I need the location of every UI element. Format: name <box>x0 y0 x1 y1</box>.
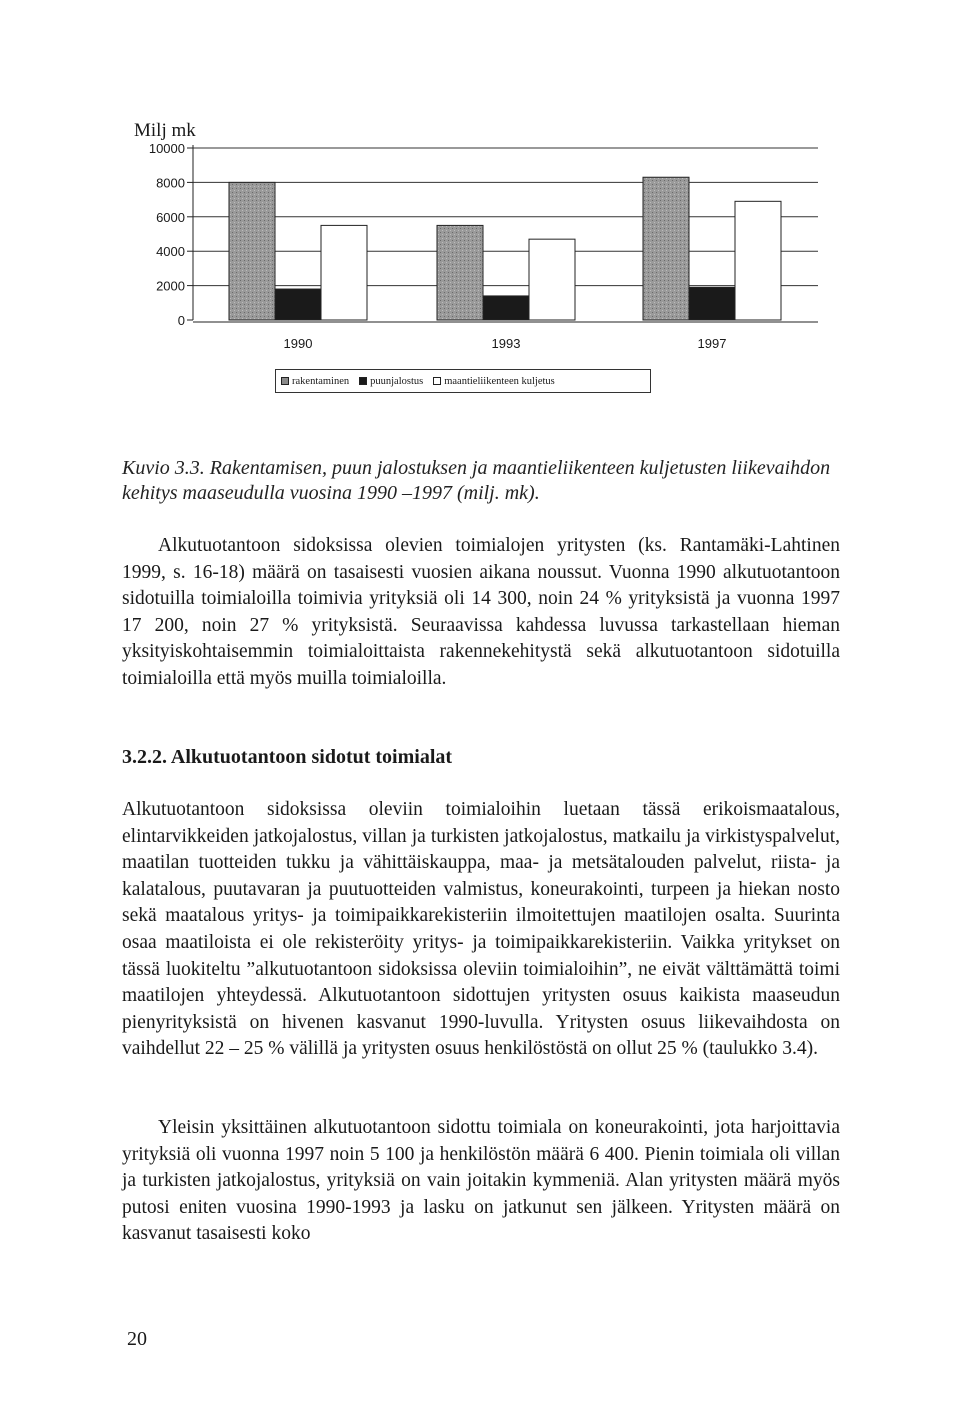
legend-item-kuljetus <box>433 376 555 387</box>
legend-label: maantieliikenteen kuljetus <box>444 375 555 387</box>
bar-maantieliikenteen-1997 <box>735 201 781 320</box>
bar-rakentaminen-1993 <box>437 225 483 320</box>
x-tick-label: 1990 <box>283 336 313 351</box>
paragraph-2: Alkutuotantoon sidoksissa oleviin toimialoihin luetaan tässä erikoismaatalous, elintarvikkeiden jatkojalostus, villan ja turkisten jatkojalostus, matkailu ja virkistyspalvelut, maatilan tuotteiden tukku ja vähittäiskauppa, maa- ja metsätalouden palvelut, riista- ja kalatalous, puutavaran ja puutuotteiden valmistus, koneurakointi, turpeen ja hiekan nosto sekä maatalous yritys- ja toimipaikkarekisteriin ilmoitettujen maatilojen osalta. Suurinta osaa maatiloista ei ole rekisteröity yritys- ja toimipaikkarekisteriin. Vaikka yritykset on tässä luokiteltu ”alkutuotantoon sidoksissa oleviin toimialoihin”, ne eivät välttämättä toimi maatilojen yhteydessä. Alkutuotantoon sidottujen yritysten osuus kaikista maaseudun pienyrityksistä on hivenen kasvanut 1990-luvulla. Yritysten osuus liikevaihdosta on vaihdellut 22 – 25 % välillä ja yritysten osuus henkilöstöstä on ollut 25 % (taulukko 3.4). <box>122 799 840 1060</box>
bar-rakentaminen-1997 <box>643 177 689 320</box>
y-tick-label: 0 <box>177 313 185 328</box>
x-tick-label: 1997 <box>697 336 727 351</box>
paragraph-1: Alkutuotantoon sidoksissa olevien toimialojen yritysten (ks. Rantamäki-Lahtinen 1999, s. 16-18) määrä on tasaisesti vuosien aikana noussut. Vuonna 1990 alkutuotantoon sidotuilla toimialoilla toimivia yrityksiä oli 14 300, noin 24 % yrityksistä ja vuonna 1997 17 200, noin 27 % yrityksistä. Seuraavissa kahdessa luvussa tarkastellaan hieman yksityiskohtaisemmin toimialoittaista rakennekehitystä sekä alkutuotantoon sidotuilla toimialoilla että myös muilla toimialoilla. <box>122 535 840 689</box>
page-number: 20 <box>127 1328 147 1350</box>
paragraph-3: Yleisin yksittäinen alkutuotantoon sidottu toimiala on koneurakointi, jota harjoittavia yrityksiä oli vuonna 1997 noin 5 100 ja henkilöstön määrä 6 400. Pienin toimiala oli villan ja turkisten jatkojalostus, yrityksiä on vain joitakin kymmeniä. Alan yritysten määrä myös putosi eniten vuosina 1990-1993 ja lasku on jatkunut sen jälkeen. Yritysten määrä on kasvanut tasaisesti koko <box>122 1117 840 1245</box>
legend-swatch-gray <box>281 377 289 385</box>
y-tick-label: 10000 <box>148 141 185 156</box>
section-heading: 3.2.2. Alkutuotantoon sidotut toimialat <box>122 746 453 768</box>
bar-chart <box>0 0 960 360</box>
figure-caption: Kuvio 3.3. Rakentamisen, puun jalostuksen ja maantieliikenteen kuljetusten liikevaihdon kehitys maaseudulla vuosina 1990 –1997 (milj. mk). <box>122 457 831 504</box>
bar-puunjalostus-1997 <box>689 287 735 320</box>
legend-label: puunjalostus <box>370 375 424 387</box>
bar-maantieliikenteen-1990 <box>321 225 367 320</box>
x-tick-label: 1993 <box>491 336 521 351</box>
y-tick-label: 6000 <box>156 209 185 225</box>
bar-maantieliikenteen-1993 <box>529 239 575 320</box>
chart-unit-label: Milj mk <box>134 120 196 141</box>
y-tick-label: 8000 <box>156 175 185 191</box>
legend-label: rakentaminen <box>292 375 350 387</box>
bar-rakentaminen-1990 <box>229 182 275 320</box>
legend-item-puunjalostus <box>359 376 423 387</box>
y-tick-label: 4000 <box>156 244 185 260</box>
legend-item-rakentaminen <box>281 376 349 387</box>
legend-swatch-white <box>433 377 441 385</box>
chart-legend <box>275 369 651 393</box>
bar-puunjalostus-1990 <box>275 289 321 320</box>
y-tick-label: 2000 <box>156 278 185 294</box>
legend-swatch-black <box>359 377 367 385</box>
bar-puunjalostus-1993 <box>483 296 529 320</box>
